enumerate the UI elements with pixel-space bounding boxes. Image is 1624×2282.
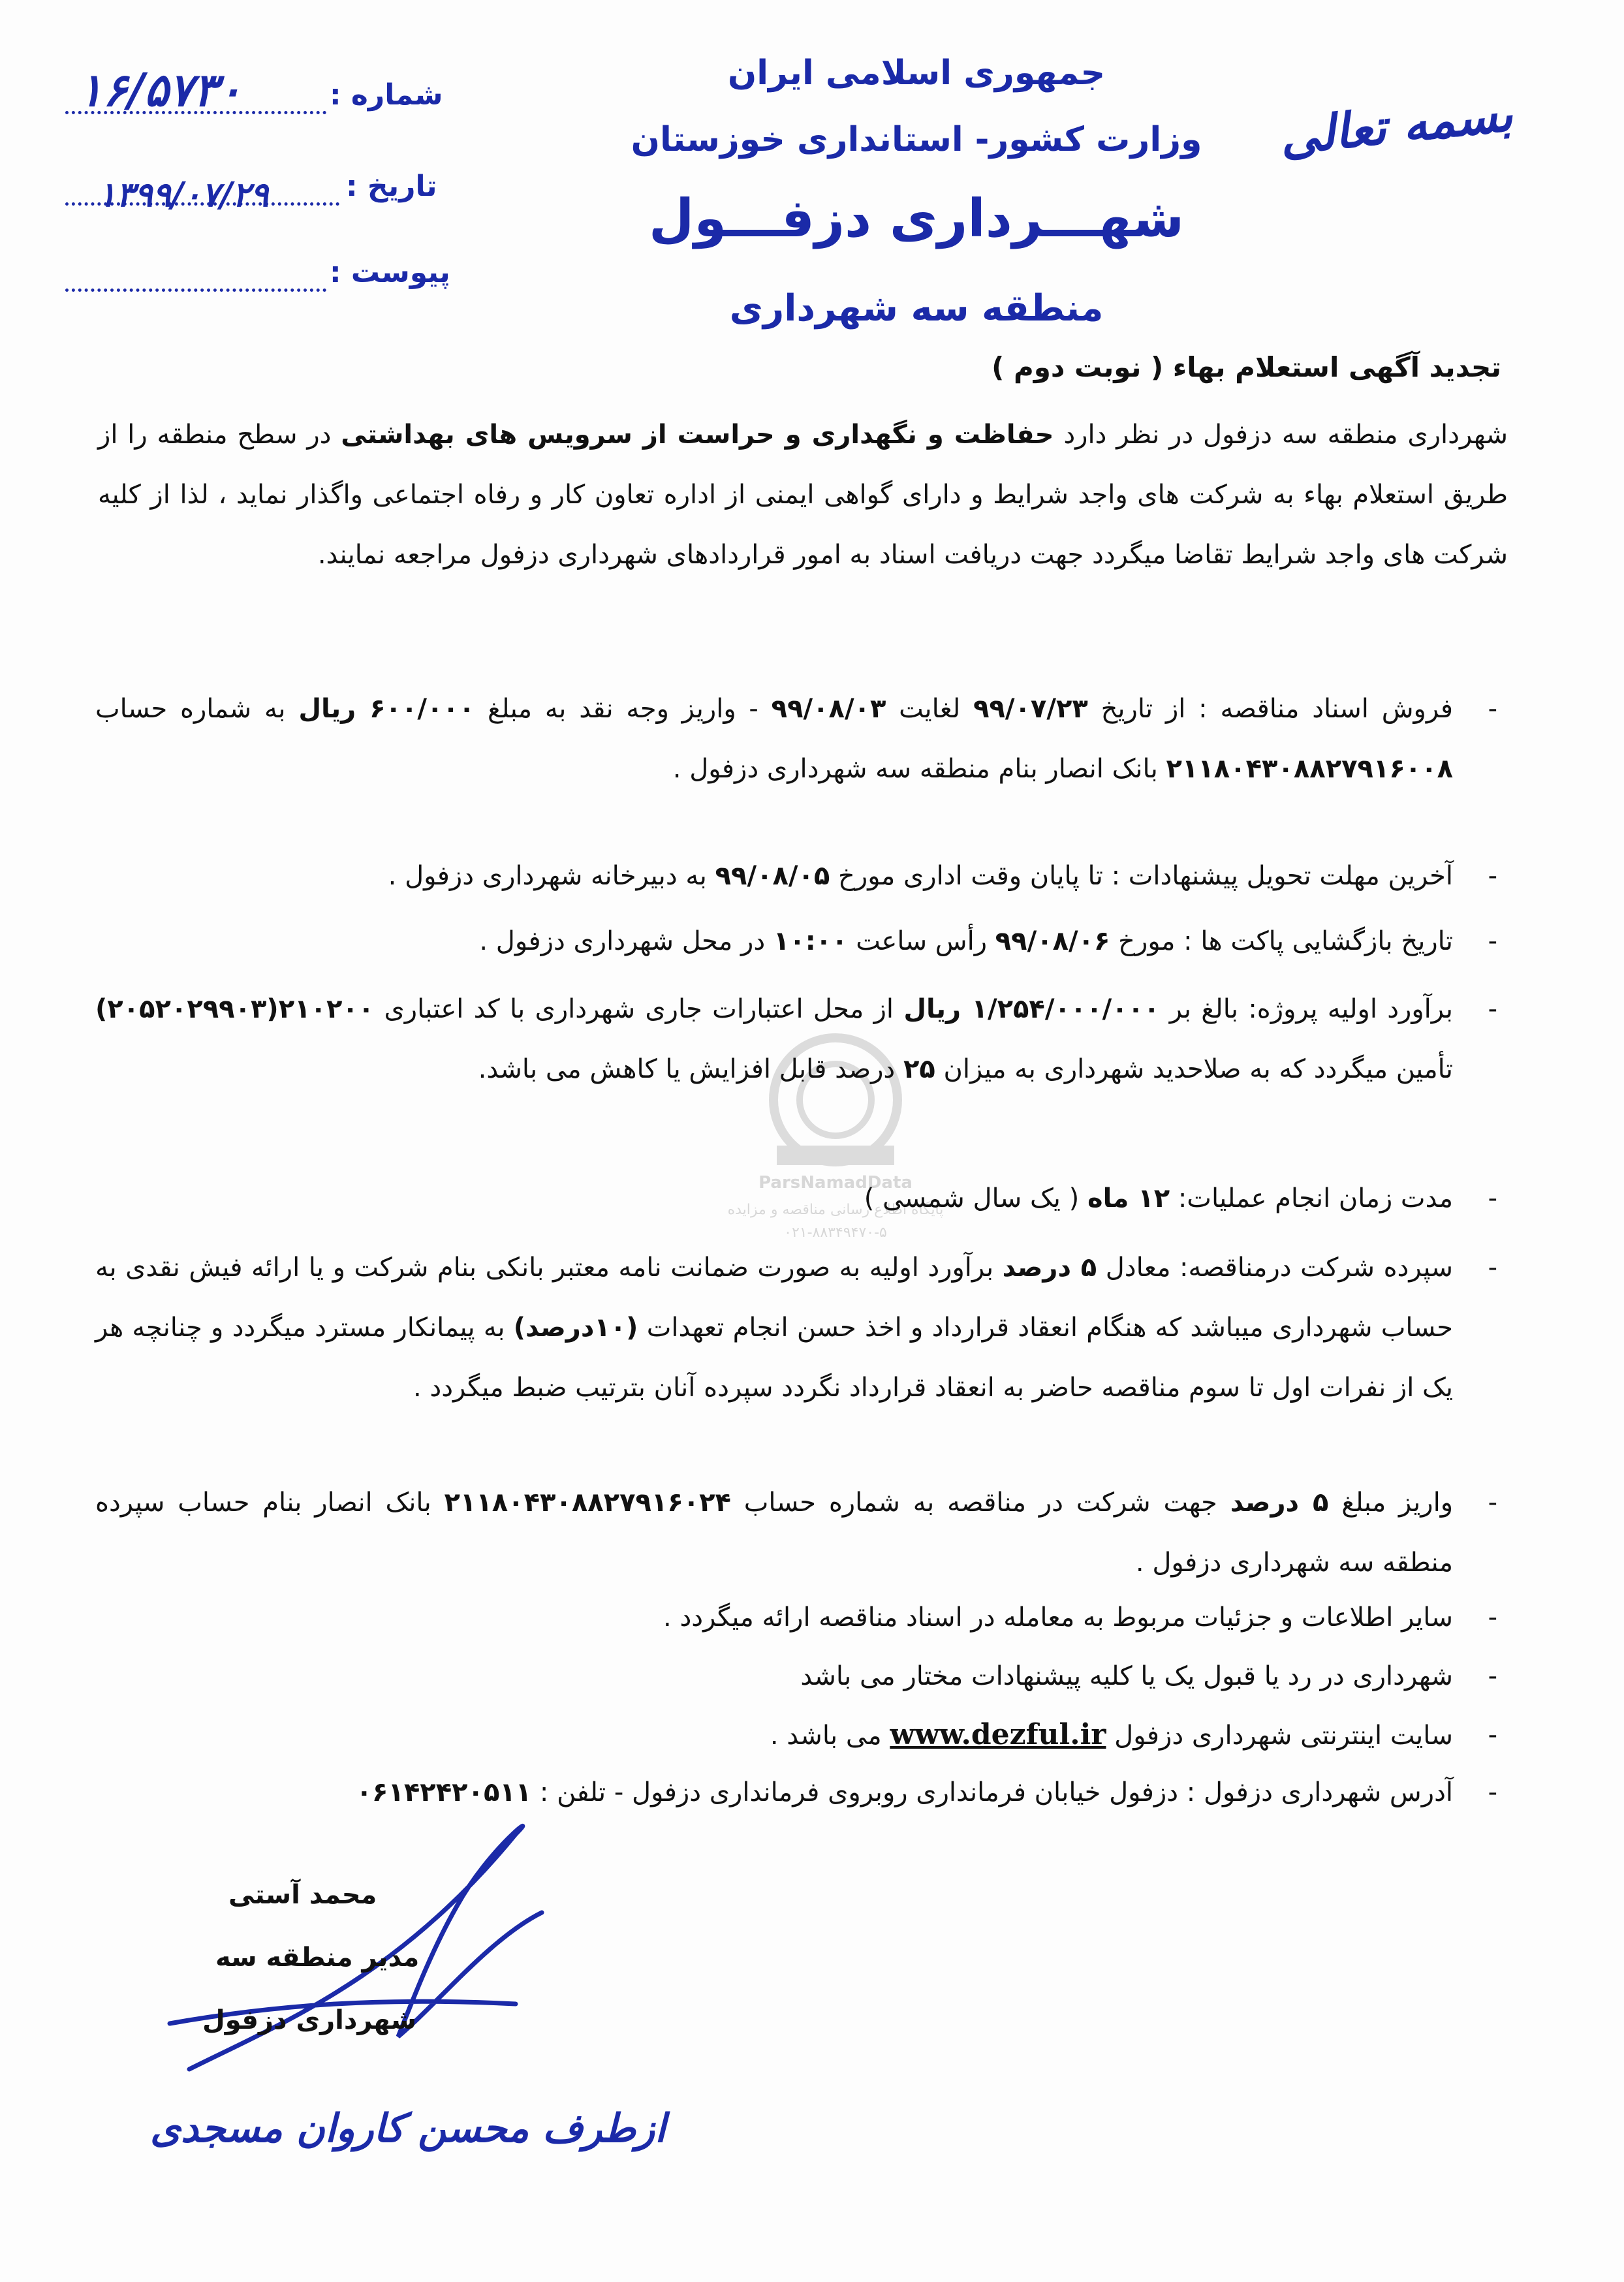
intro-text-2: در سطح منطقه را از طریق استعلام بهاء به شرکت های واجد شرایط و دارای گواهی ایمنی از اداره تعاون کار و رفاه اجتماعی واگذار نماید ، لذا از کلیه شرکت های واجد شرایط تقاضا میگردد جهت دریافت اسناد به امور قراردادهای شهرداری دزفول مراجعه نمایند. [98,420,1508,570]
payment-percent: ۵ درصد [1230,1488,1329,1518]
sale-text-5: بانک انصار بنام منطقه سه شهرداری دزفول . [672,754,1166,784]
website-link[interactable]: www.dezful.ir [890,1718,1106,1751]
opening-text-3: در محل شهرداری دزفول . [479,926,773,956]
estimate-amount: ۱/۲۵۴/۰۰۰/۰۰۰ ریال [903,994,1160,1024]
watermark-subtitle: پایگاه اطلاع رسانی مناقصه و مزایده [727,1202,944,1218]
opening-date: ۹۹/۰۸/۰۶ [995,926,1110,956]
payment-text-2: جهت شرکت در مناقصه به شماره حساب [730,1488,1230,1518]
deposit-text-3: به پیمانکار مسترد میگردد و چنانچه هر یک از نفرات اول تا سوم مناقصه حاضر به انعقاد قرارداد نگردد سپرده آنان بترتیب ضبط میگردد . [95,1313,1453,1403]
deposit-text-2: برآورد اولیه به صورت ضمانت نامه معتبر بانکی بنام شرکت و یا ارائه فیش نقدی به حساب شهرداری میباشد که هنگام انعقاد قرارداد و اخذ حسن انجام تعهدات [95,1253,1453,1343]
payment-text-3: بانک انصار بنام حساب سپرده منطقه سه شهرداری دزفول . [95,1488,1453,1578]
watermark-phone: ۰۲۱-۸۸۳۴۹۴۷۰-۵ [784,1225,887,1241]
intro-subject: حفاظت و نگهداری و حراست از سرویس های بهداشتی [341,420,1054,450]
website-text-1: سایت اینترنتی شهرداری دزفول [1106,1721,1453,1751]
item-website [95,1705,1453,1766]
number-label: شماره : [330,78,443,112]
duration-value: ۱۲ ماه [1087,1183,1170,1213]
duration-text-2: ( یک سال شمسی ) [864,1183,1087,1213]
watermark-brand: ParsNamadData [758,1173,913,1193]
item-deadline [95,846,1453,906]
deadline-date: ۹۹/۰۸/۰۵ [715,861,830,891]
opening-text-2: رأس ساعت [847,926,995,956]
duration-text-1: مدت زمان انجام عملیات: [1170,1183,1453,1213]
item-other-info [95,1587,1453,1648]
announcement-title: تجدید آگهی استعلام بهاء ( نوبت دوم ) [992,351,1501,383]
item-duration [95,1168,1453,1228]
estimate-text-1: برآورد اولیه پروژه: بالغ بر [1159,994,1453,1024]
region-name: منطقه سه شهرداری [729,287,1104,330]
intro-paragraph [98,405,1508,585]
address-text: آدرس شهرداری دزفول : دزفول خیابان فرمانداری روبروی فرمانداری دزفول - تلفن : [531,1777,1453,1807]
sale-text-3: - واریز وجه نقد به مبلغ [475,694,772,724]
sale-text-4: به شماره حساب [95,694,299,724]
deadline-text-2: به دبیرخانه شهرداری دزفول . [388,861,715,891]
ministry-name: وزارت کشور- استانداری خوزستان [631,120,1202,159]
other-info-text: سایر اطلاعات و جزئیات مربوط به معامله در اسناد مناقصه ارائه میگردد . [663,1602,1453,1633]
deadline-text-1: آخرین مهلت تحویل پیشنهادات : تا پایان وقت اداری مورخ [830,861,1453,891]
website-text-2: می باشد . [770,1721,890,1751]
item-deposit [95,1238,1453,1418]
signer-position: مدیر منطقه سه [215,1943,420,1973]
estimate-percent: ۲۵ [903,1054,935,1084]
address-phone: ۰۶۱۴۲۴۲۰۵۱۱ [356,1777,532,1807]
intro-text-1: شهرداری منطقه سه دزفول در نظر دارد [1054,420,1508,450]
opening-time: ۱۰:۰۰ [773,926,848,956]
sale-start-date: ۹۹/۰۷/۲۳ [973,694,1088,724]
sale-text-2: لغایت [886,694,974,724]
organization-name: شهـــرداری دزفـــول [648,188,1185,249]
deposit-text-1: سپرده شرکت درمناقصه: معادل [1097,1253,1453,1283]
opening-text-1: تاریخ بازگشایی پاکت ها : مورخ [1110,926,1453,956]
sale-amount: ۶۰۰/۰۰۰ ریال [298,694,475,724]
deposit-performance-percent: (۱۰درصد) [513,1313,638,1343]
country-name: جمهوری اسلامی ایران [727,54,1106,93]
rights-text: شهرداری در رد یا قبول یک یا کلیه پیشنهادات مختار می باشد [800,1661,1453,1691]
item-rights [95,1646,1453,1706]
sale-account-number: ۲۱۱۸۰۴۳۰۸۸۲۷۹۱۶۰۰۸ [1166,754,1453,784]
payment-text-1: واریز مبلغ [1328,1488,1454,1518]
deposit-percent: ۵ درصد [1002,1253,1097,1283]
date-value: ۱۳۹۹/۰۷/۲۹ [98,175,269,215]
signer-organization: شهرداری دزفول [202,2005,417,2035]
item-payment [95,1473,1453,1593]
sale-end-date: ۹۹/۰۸/۰۳ [771,694,886,724]
attachment-dots [65,282,326,292]
estimate-text-2: از محل اعتبارات جاری شهرداری با کد اعتباری [374,994,904,1024]
estimate-text-4: درصد قابل افزایش یا کاهش می باشد. [478,1054,903,1084]
payment-account-number: ۲۱۱۸۰۴۳۰۸۸۲۷۹۱۶۰۲۴ [444,1488,731,1518]
basmala: بسمه تعالی [1277,86,1516,166]
number-value: ۱۶/۵۷۳۰ [78,63,243,117]
estimate-text-3: تأمین میگردد که به صلاحدید شهرداری به میزان [935,1054,1453,1084]
attachment-label: پیوست : [330,256,450,289]
item-document-sale [95,679,1453,799]
item-estimate [95,979,1453,1099]
item-opening [95,911,1453,971]
estimate-budget-code: ۲۱۰۲۰۰(۲۰۵۲۰۲۹۹۰۳) [95,994,375,1024]
date-label: تاریخ : [346,170,437,203]
on-behalf-signature: ازطرف محسن کاروان مسجدی [150,2106,666,2151]
signer-name: محمد آستی [228,1880,377,1910]
sale-text-1: فروش اسناد مناقصه : از تاریخ [1087,694,1454,724]
